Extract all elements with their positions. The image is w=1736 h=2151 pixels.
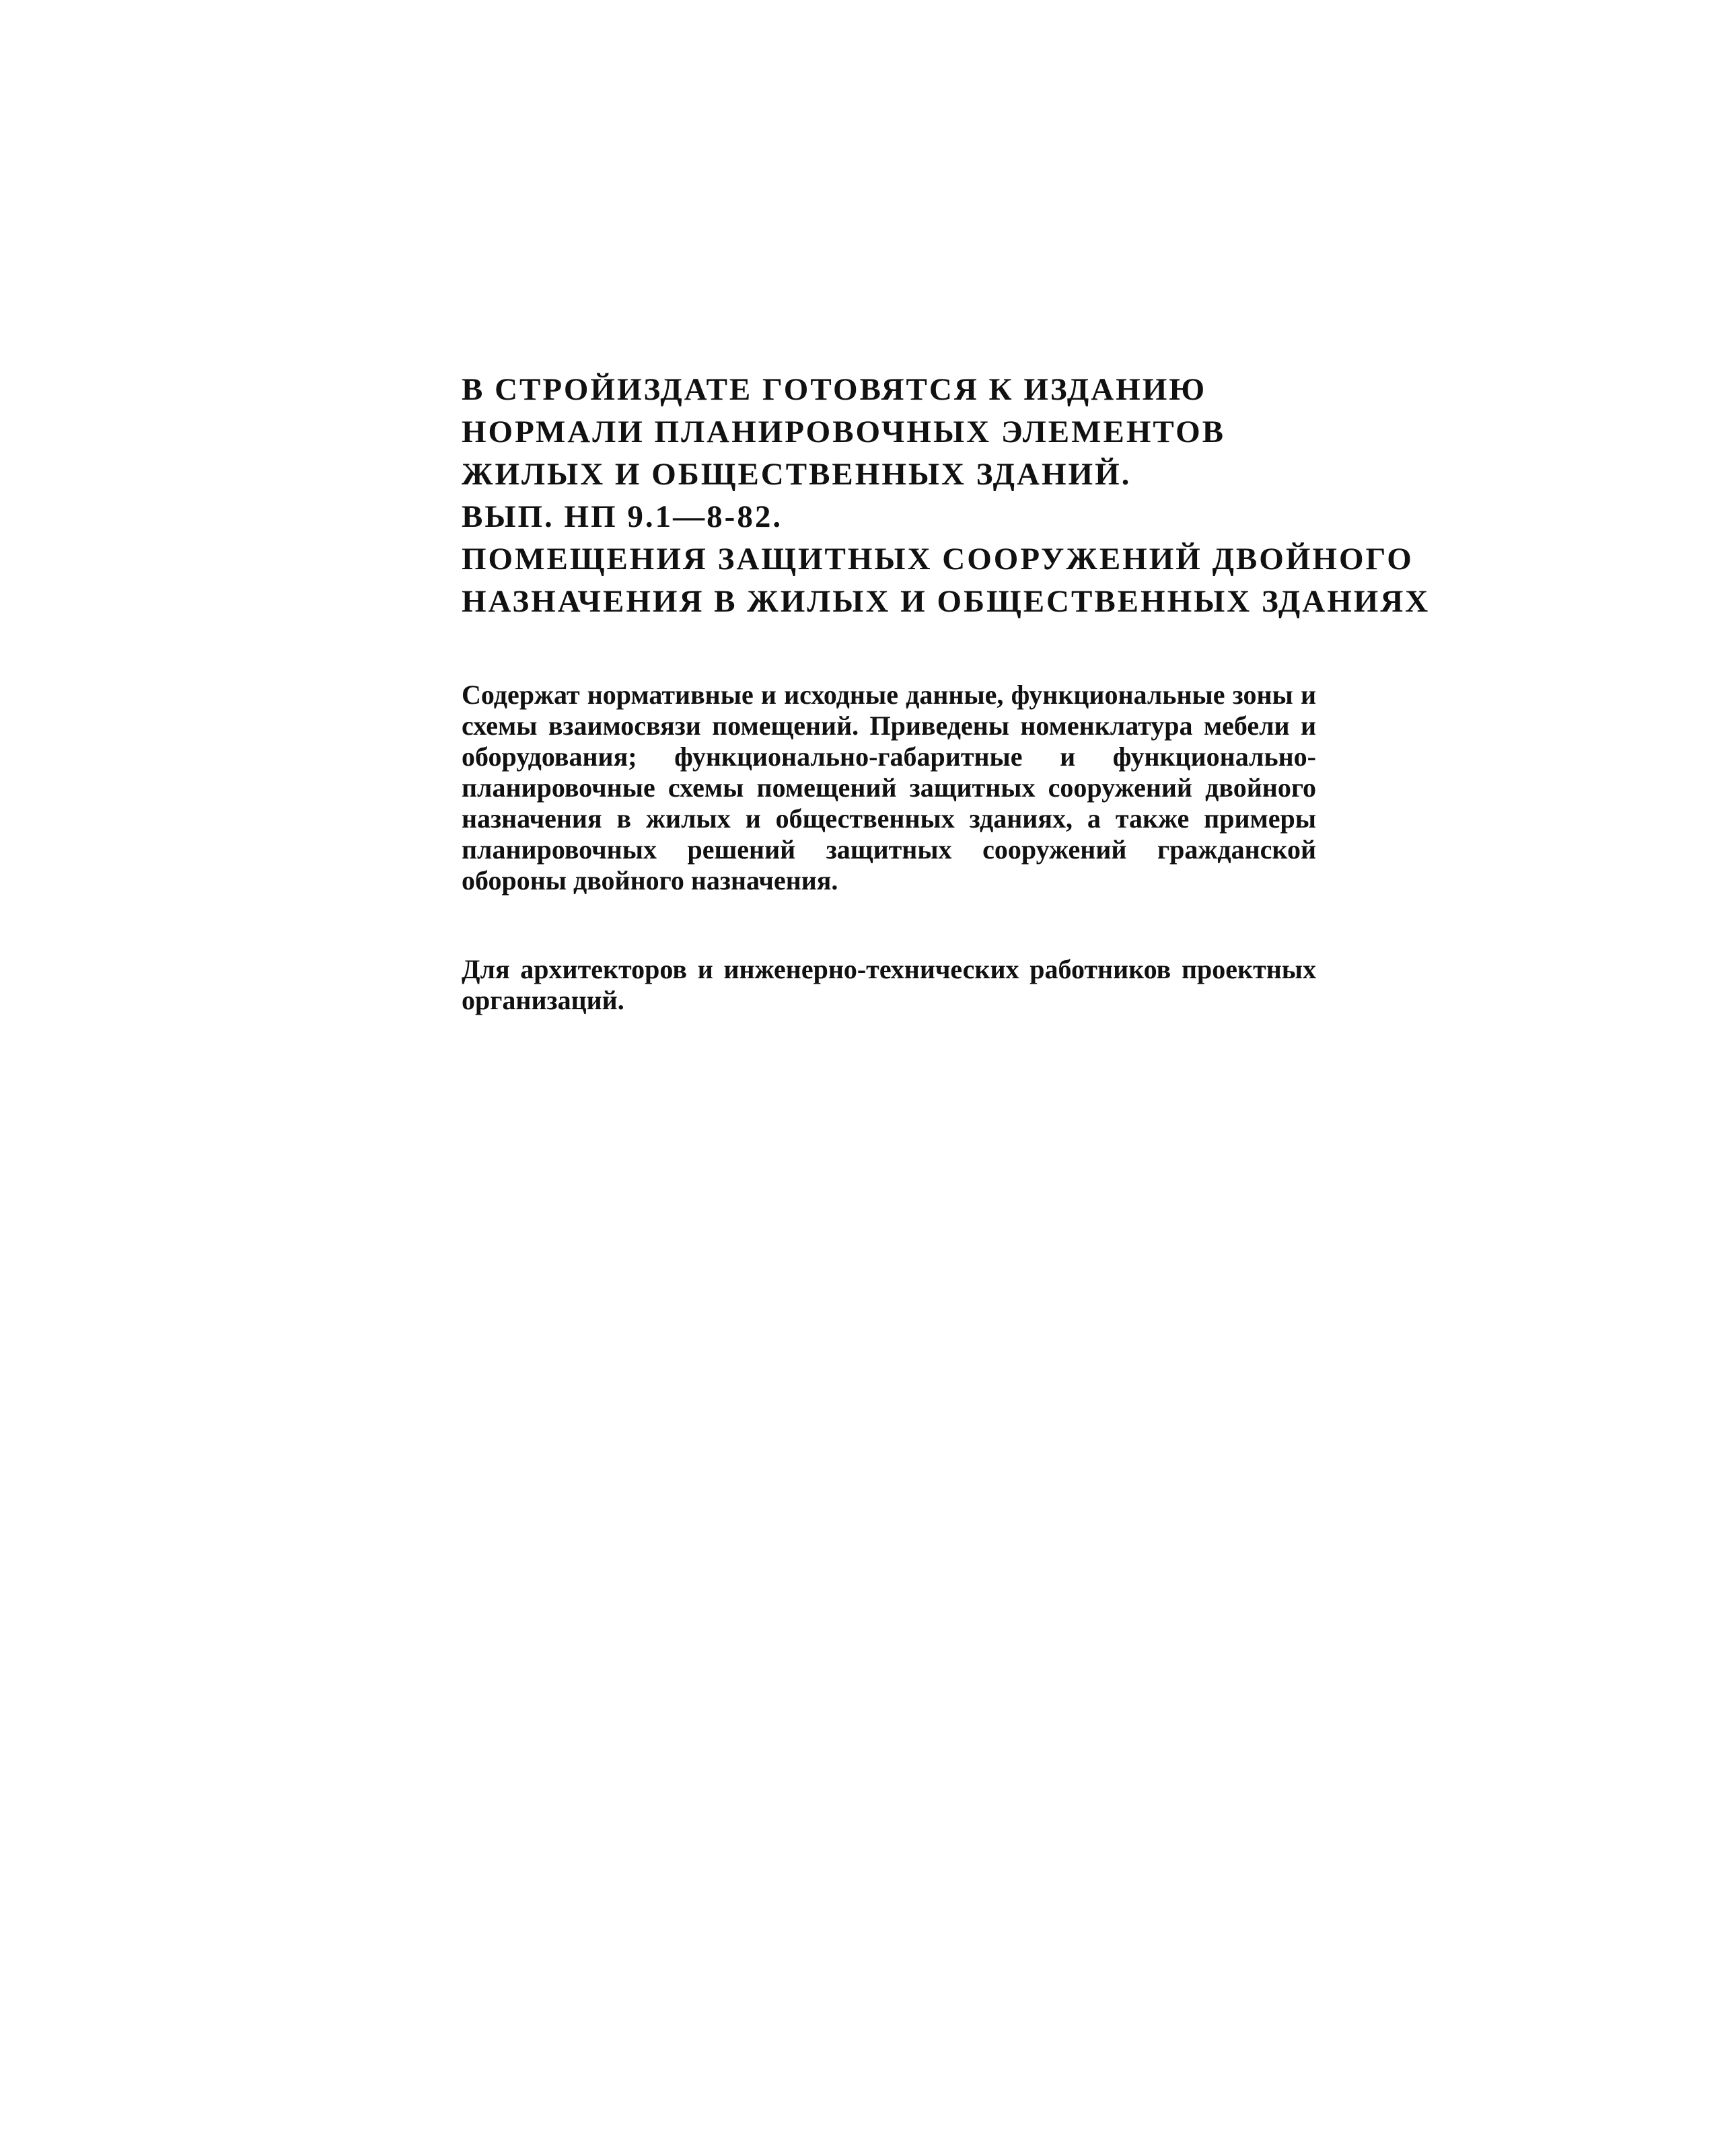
audience-paragraph: Для архитекторов и инженерно-технических работников проектных организаций. — [462, 954, 1316, 1015]
announcement-line-title-cont: НАЗНАЧЕНИЯ В ЖИЛЫХ И ОБЩЕСТВЕННЫХ ЗДАНИЯХ — [462, 584, 1431, 619]
announcement-line-series: НОРМАЛИ ПЛАНИРОВОЧНЫХ ЭЛЕМЕНТОВ — [462, 414, 1226, 449]
announcement-line-publisher: В СТРОЙИЗДАТЕ ГОТОВЯТСЯ К ИЗДАНИЮ — [462, 372, 1207, 407]
announcement-line-title: ПОМЕЩЕНИЯ ЗАЩИТНЫХ СООРУЖЕНИЙ ДВОЙНОГО — [462, 542, 1414, 577]
announcement-line-issue-number: ВЫП. НП 9.1—8-82. — [462, 499, 783, 534]
summary-paragraph: Содержат нормативные и исходные данные, функциональные зоны и схемы взаимосвязи помещений. Приведены номенклатура мебели и оборудования; функционально-габаритные и функционально-планировочные схемы помещений защитных сооружений двойного назначения в жилых и общественных зданиях, а также примеры планировочных решений защитных сооружений гражданской обороны двойного назначения. — [462, 680, 1316, 896]
publication-announcement — [462, 369, 1431, 623]
announcement-line-series-cont: ЖИЛЫХ И ОБЩЕСТВЕННЫХ ЗДАНИЙ. — [462, 457, 1132, 492]
